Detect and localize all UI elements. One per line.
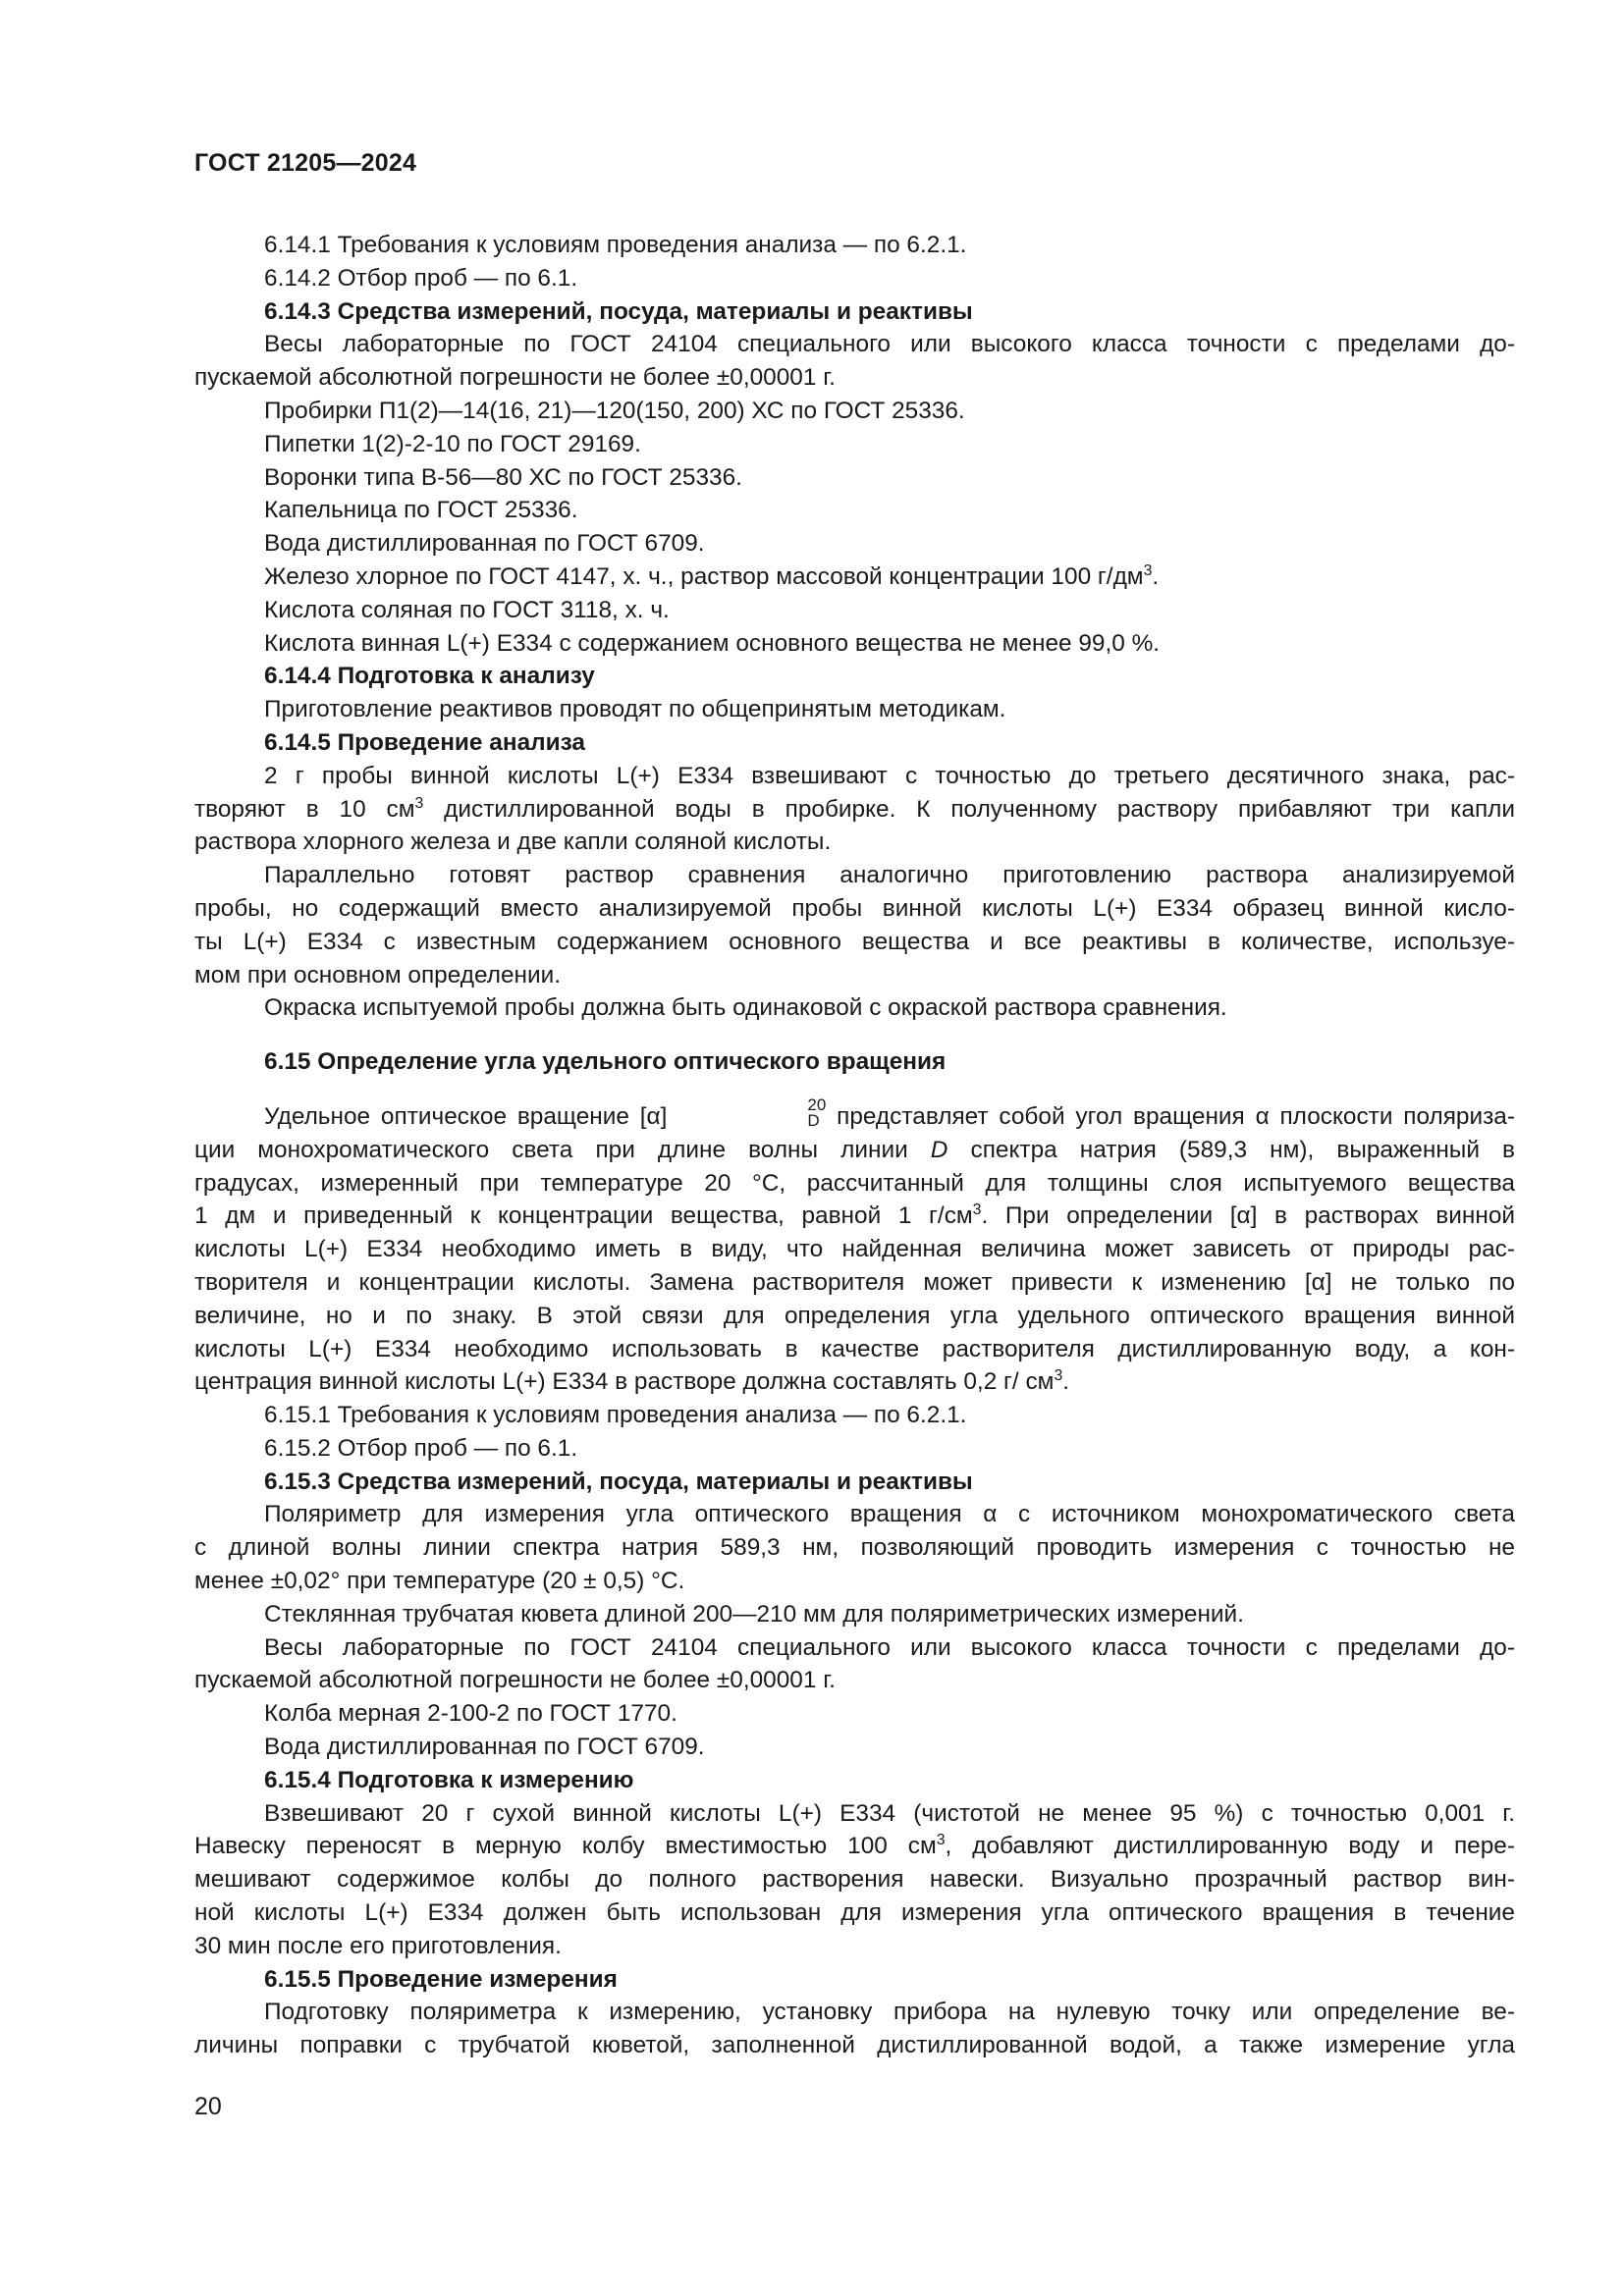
polarimeter-line-3: менее ±0,02° при температуре (20 ± 0,5) °С.	[194, 1568, 685, 1595]
analysis-line-2: творяют в 10 $см^3$ дистиллированной воды в пробирке. К полученному раствору прибавляют три капли	[194, 794, 1516, 823]
rotation-intro-line-9: центрация винной кислоты L(+) E334 в растворе должна составлять 0,2 г/ $см^3$.	[194, 1367, 1070, 1396]
comparison-line-1: Параллельно готовят раствор сравнения аналогично приготовлению раствора анализируемой	[264, 862, 1515, 889]
clause-6-14-4-heading: 6.14.4 Подготовка к анализу	[264, 663, 595, 690]
polarimeter-line-2: с длиной волны линии спектра натрия 589,3 нм, позволяющий проводить измерения с точностью не	[194, 1534, 1515, 1562]
measurement-line-2: личины поправки с трубчатой кюветой, заполненной дистиллированной водой, а также измерение угла	[194, 2032, 1515, 2059]
measurement-line-1: Подготовку поляриметра к измерению, установку прибора на нулевую точку или определение ве-	[264, 1999, 1515, 2026]
page-number: 20	[194, 2093, 222, 2120]
clause-6-15-1: 6.15.1 Требования к условиям проведения анализа — по 6.2.1.	[264, 1402, 967, 1429]
alpha-symbol-indices: 20 D	[807, 1095, 827, 1130]
rotation-intro-line-3: градусах, измеренный при температуре 20 °С, рассчитанный для толщины слоя испытуемого вещества	[194, 1169, 1515, 1197]
rotation-intro-line-4: 1 дм и приведенный к концентрации вещества, равной 1 $г/см^3$. При определении [α] в растворах винной	[194, 1201, 1516, 1230]
rotation-intro-line-7: величине, но и по знаку. В этой связи для определения угла удельного оптического вращения винной	[194, 1302, 1515, 1329]
section-6-15-heading: 6.15 Определение угла удельного оптического вращения	[264, 1048, 947, 1076]
weighing-line-4: ной кислоты L(+) E334 должен быть использован для измерения угла оптического вращения в течение	[194, 1899, 1515, 1927]
clause-6-15-4-heading: 6.15.4 Подготовка к измерению	[264, 1766, 634, 1793]
reagent-prep-text: Приготовление реактивов проводят по общепринятым методикам.	[264, 696, 1006, 723]
rotation-intro-line-8: кислоты L(+) E334 необходимо использовать в качестве растворителя дистиллированную воду, а кон-	[194, 1335, 1515, 1362]
water-item: Вода дистиллированная по ГОСТ 6709.	[264, 530, 705, 558]
comparison-line-3: ты L(+) E334 с известным содержанием основного вещества и все реактивы в количестве, используе-	[194, 928, 1515, 955]
analysis-line-1: 2 г пробы винной кислоты L(+) E334 взвешивают с точностью до третьего десятичного знака, рас-	[264, 762, 1515, 789]
clause-6-15-3-heading: 6.15.3 Средства измерений, посуда, материалы и реактивы	[264, 1468, 973, 1495]
water-2-item: Вода дистиллированная по ГОСТ 6709.	[264, 1734, 705, 1761]
scales-line-2: пускаемой абсолютной погрешности не более ±0,00001 г.	[194, 364, 836, 392]
scales-2-line-2: пускаемой абсолютной погрешности не более ±0,00001 г.	[194, 1667, 836, 1694]
weighing-line-2: Навеску переносят в мерную колбу вместимостью 100 $см^3$, добавляют дистиллированную воду и пере-	[194, 1832, 1515, 1860]
weighing-line-1: Взвешивают 20 г сухой винной кислоты L(+) E334 (чистотой не менее 95 %) с точностью 0,001 г.	[264, 1799, 1515, 1827]
iron-chloride-item: Железо хлорное по ГОСТ 4147, х. ч., раствор массовой концентрации 100 $г/дм^3$.	[264, 561, 1160, 590]
color-comparison-text: Окраска испытуемой пробы должна быть одинаковой с окраской раствора сравнения.	[264, 994, 1227, 1022]
rotation-intro-line-1: Удельное оптическое вращение [α] 20 D представляет собой угол вращения α плоскости поляриза-	[194, 1097, 1515, 1134]
clause-6-14-3-heading: 6.14.3 Средства измерений, посуда, материалы и реактивы	[264, 297, 973, 325]
rotation-intro-line-6: творителя и концентрации кислоты. Замена растворителя может привести к изменению [α] не только по	[194, 1268, 1515, 1296]
clause-6-14-2: 6.14.2 Отбор проб — по 6.1.	[264, 264, 578, 292]
tubes-item: Пробирки П1(2)—14(16, 21)—120(150, 200) ХС по ГОСТ 25336.	[264, 397, 965, 424]
comparison-line-4: мом при основном определении.	[194, 961, 562, 988]
pipettes-item: Пипетки 1(2)-2-10 по ГОСТ 29169.	[264, 430, 641, 457]
weighing-line-5: 30 мин после его приготовления.	[194, 1932, 562, 1959]
hydrochloric-acid-item: Кислота соляная по ГОСТ 3118, х. ч.	[264, 596, 670, 623]
funnels-item: Воронки типа В-56—80 ХС по ГОСТ 25336.	[264, 463, 742, 491]
flask-item: Колба мерная 2-100-2 по ГОСТ 1770.	[264, 1700, 677, 1728]
clause-6-14-1: 6.14.1 Требования к условиям проведения анализа — по 6.2.1.	[264, 232, 967, 258]
clause-6-14-5-heading: 6.14.5 Проведение анализа	[264, 728, 585, 756]
scales-line-1: Весы лабораторные по ГОСТ 24104 специального или высокого класса точности с пределами до-	[264, 331, 1515, 358]
tartaric-acid-item: Кислота винная L(+) E334 с содержанием основного вещества не менее 99,0 %.	[264, 629, 1161, 657]
document-body	[194, 229, 1515, 2062]
cuvette-item: Стеклянная трубчатая кювета длиной 200—210 мм для поляриметрических измерений.	[264, 1600, 1244, 1628]
dropper-item: Капельница по ГОСТ 25336.	[264, 497, 578, 524]
weighing-line-3: мешивают содержимое колбы до полного растворения навески. Визуально прозрачный раствор вин-	[194, 1866, 1515, 1894]
polarimeter-line-1: Поляриметр для измерения угла оптического вращения α с источником монохроматического света	[264, 1501, 1515, 1528]
document-header: ГОСТ 21205—2024	[194, 149, 417, 177]
clause-6-15-5-heading: 6.15.5 Проведение измерения	[264, 1965, 618, 1993]
scales-2-line-1: Весы лабораторные по ГОСТ 24104 специального или высокого класса точности с пределами до-	[264, 1633, 1515, 1661]
clause-6-15-2: 6.15.2 Отбор проб — по 6.1.	[264, 1434, 578, 1462]
rotation-intro-line-5: кислоты L(+) E334 необходимо иметь в виду, что найденная величина может зависеть от природы рас-	[194, 1236, 1515, 1263]
rotation-intro-line-2: ции монохроматического света при длине волны линии D спектра натрия (589,3 нм), выраженный в	[194, 1136, 1515, 1163]
comparison-line-2: пробы, но содержащий вместо анализируемой пробы винной кислоты L(+) E334 образец винной кисло-	[194, 894, 1515, 922]
analysis-line-3: раствора хлорного железа и две капли соляной кислоты.	[194, 828, 832, 856]
